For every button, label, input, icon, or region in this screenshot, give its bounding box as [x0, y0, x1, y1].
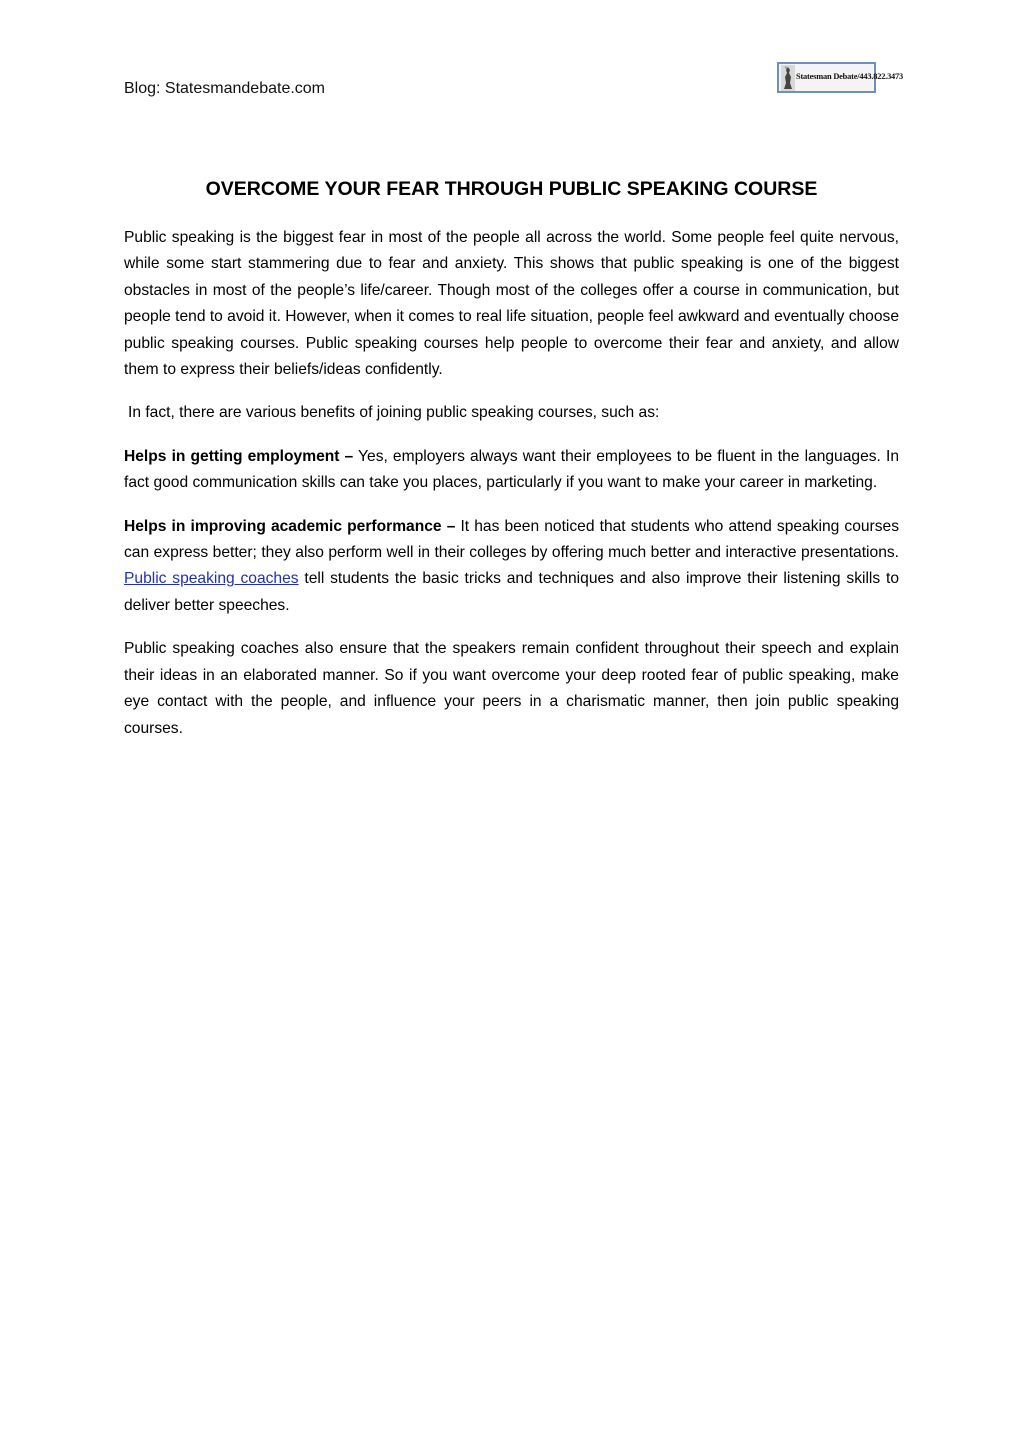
public-speaking-coaches-link[interactable]: Public speaking coaches	[124, 570, 299, 588]
statue-icon	[781, 65, 795, 91]
benefit-academic	[124, 514, 899, 620]
paragraph-intro-fear: Public speaking is the biggest fear in most of the people all across the world. Some people feel quite nervous, while some start stammering due to fear and anxiety. This shows that public speaking is one of the biggest obstacles in most of the people’s life/career. Though most of the colleges offer a course in communication, but people tend to avoid it. However, when it comes to real life situation, people feel awkward and eventually choose public speaking courses. Public speaking courses help people to overcome their fear and anxiety, and allow them to express their beliefs/ideas confidently.	[124, 229, 899, 379]
benefit-employment-text: Yes, employers always want their employees to be fluent in the languages. In fact good communication skills can take you places, particularly if you want to make your career in marketing.	[124, 447, 899, 492]
document-body	[124, 225, 899, 759]
benefit-academic-text-after: tell students the basic tricks and techniques and also improve their listening skills to deliver better speeches.	[124, 570, 899, 614]
document-title: OVERCOME YOUR FEAR THROUGH PUBLIC SPEAKING COURSE	[205, 178, 818, 200]
benefit-academic-heading: Helps in improving academic performance –	[124, 517, 456, 535]
statesman-debate-logo	[777, 62, 904, 93]
paragraph-conclusion: Public speaking coaches also ensure that the speakers remain confident throughout their speech and explain their ideas in an elaborated manner. So if you want overcome your deep rooted fear of public speaking, make eye contact with the people, and influence your peers in a charismatic manner, then join public speaking courses.	[124, 640, 899, 737]
blog-header: Blog: Statesmandebate.com	[124, 80, 326, 97]
benefit-employment-heading: Helps in getting employment –	[124, 447, 354, 465]
benefits-intro: In fact, there are various benefits of joining public speaking courses, such as:	[128, 404, 660, 422]
logo-text: Statesman Debate/443.822.3473	[796, 72, 904, 81]
benefit-employment	[124, 444, 899, 497]
benefit-academic-text-before: It has been noticed that students who attend speaking courses can express better; they also perform well in their colleges by offering much better and interactive presentations.	[124, 517, 900, 562]
